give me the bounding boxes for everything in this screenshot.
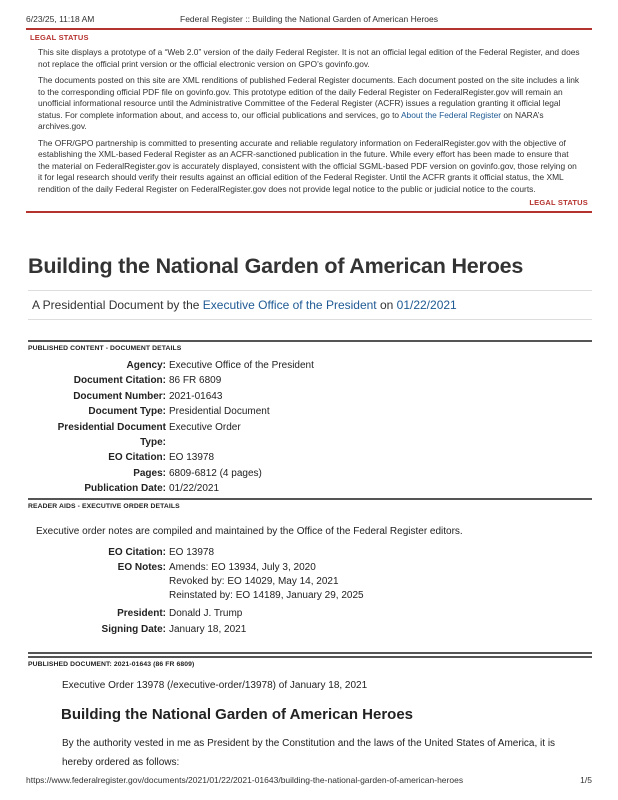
eo-notes-values — [169, 561, 364, 603]
legal-paragraph-2 — [38, 75, 580, 133]
president-row — [28, 606, 592, 621]
document-title: Building the National Garden of American Heroes — [28, 254, 524, 278]
detail-row-number — [28, 389, 592, 404]
detail-row-citation — [28, 373, 592, 388]
detail-value: EO 13978 — [169, 452, 215, 464]
detail-value: Executive Order — [169, 421, 241, 433]
published-document-header: PUBLISHED DOCUMENT: 2021-01643 (86 FR 6809) — [28, 656, 592, 668]
detail-value: Executive Office of the President — [169, 360, 314, 371]
print-header — [26, 14, 592, 26]
detail-key: Pages: — [133, 467, 166, 479]
reader-aids-list — [28, 545, 592, 637]
legal-status-label: LEGAL STATUS — [30, 33, 89, 42]
detail-row-type — [28, 404, 592, 419]
detail-key: Agency: — [126, 360, 166, 371]
reader-aids-note: Executive order notes are compiled and maintained by the Office of the Federal Register editors. — [36, 526, 463, 537]
detail-row-presidential-type — [28, 420, 592, 451]
eo-note-revoked: Revoked by: EO 14029, May 14, 2021 — [169, 576, 339, 588]
reader-aids-header: READER AIDS - EXECUTIVE ORDER DETAILS — [28, 498, 592, 510]
print-footer — [26, 775, 592, 787]
signing-date-row — [28, 622, 592, 637]
executive-order-title: Building the National Garden of American Heroes — [61, 706, 414, 723]
detail-row-eo-citation — [28, 450, 592, 465]
executive-order-preamble: By the authority vested in me as President by the Constitution and the laws of the United States of America, it is hereby ordered as follows: — [62, 738, 556, 768]
section-divider — [28, 652, 592, 654]
publication-date-link[interactable]: 01/22/2021 — [396, 298, 457, 312]
detail-value: 86 FR 6809 — [169, 375, 222, 387]
eo-citation-row — [28, 545, 592, 560]
detail-key-line-2: Type: — [140, 436, 166, 448]
detail-value: EO 13978 — [169, 547, 215, 558]
detail-key: EO Citation: — [108, 452, 166, 464]
detail-value: 01/22/2021 — [169, 483, 220, 495]
print-page-title: Federal Register :: Building the National Garden of American Heroes — [180, 14, 438, 24]
legal-status-box — [26, 28, 592, 213]
detail-key: Publication Date: — [84, 483, 166, 495]
detail-row-agency — [28, 358, 592, 373]
detail-key: EO Notes: — [117, 562, 166, 574]
legal-status-bottom-label: LEGAL STATUS — [529, 198, 588, 207]
detail-value: January 18, 2021 — [169, 623, 247, 635]
document-subtitle — [28, 290, 592, 320]
subtitle-on: on — [376, 298, 397, 312]
agency-link[interactable]: Executive Office of the President — [202, 298, 377, 312]
detail-row-pages — [28, 466, 592, 481]
document-details-list — [28, 358, 592, 497]
detail-key: Signing Date: — [101, 623, 166, 635]
detail-key — [28, 420, 166, 451]
legal-paragraph-2-text: The documents posted on this site are XML renditions of published Federal Register documents. Each document posted on the site includes a link to the corresponding official PDF file on govinfo.gov. This prototype edition of the daily Federal Register on FederalRegister.gov will remain an unofficial informational resource until the Administrative Committee of the Federal Register (ACFR) issues a regulation granting it official legal status. For complete information about, and access to, our official publications and services, go to — [38, 75, 580, 120]
about-federal-register-link[interactable]: About the Federal Register — [400, 109, 502, 120]
document-details-header: PUBLISHED CONTENT - DOCUMENT DETAILS — [28, 340, 592, 352]
print-datetime: 6/23/25, 11:18 AM — [26, 14, 95, 24]
print-url: https://www.federalregister.gov/documents/2021/01/22/2021-01643/building-the-national-garden-of-american-heroes — [26, 775, 464, 785]
subtitle-prefix: A Presidential Document by the — [32, 298, 203, 312]
detail-key: Document Type: — [88, 406, 166, 418]
executive-order-line: Executive Order 13978 (/executive-order/13978) of January 18, 2021 — [62, 680, 368, 691]
detail-value: 2021-01643 — [169, 390, 223, 402]
detail-key: President: — [117, 608, 166, 620]
detail-value: 6809-6812 (4 pages) — [169, 467, 262, 479]
print-page-number: 1/5 — [580, 775, 592, 785]
eo-note-amends: Amends: EO 13934, July 3, 2020 — [169, 562, 316, 574]
detail-key: EO Citation: — [108, 547, 166, 558]
detail-row-publication-date — [28, 481, 592, 496]
legal-paragraph-1: This site displays a prototype of a “Web 2.0” version of the daily Federal Register. It is not an official legal edition of the Federal Register, and does not replace the official print version or the official electronic version on GPO’s govinfo.gov. — [38, 47, 580, 69]
legal-paragraph-3: The OFR/GPO partnership is committed to presenting accurate and reliable regulatory information on FederalRegister.gov with the objective of establishing the XML-based Federal Register as an ACFR-sanctioned publication in the future. While every effort has been made to ensure that the material on FederalRegister.gov is accurately displayed, consistent with the official SGML-based PDF version on govinfo.gov, those relying on it for legal research should verify their results against an official edition of the Federal Register. Until the ACFR grants it official status, the XML rendition of the daily Federal Register on FederalRegister.gov does not provide legal notice to the public or judicial notice to the courts. — [38, 137, 577, 194]
detail-key: Document Citation: — [73, 375, 166, 387]
legal-paragraph-2-tail: on NARA’s archives.gov. — [38, 109, 544, 131]
detail-key-line-1: Presidential Document — [57, 421, 166, 433]
detail-value: Presidential Document — [169, 406, 270, 418]
detail-value: Donald J. Trump — [169, 608, 243, 620]
eo-notes-row — [28, 560, 592, 606]
detail-key: Document Number: — [73, 390, 166, 402]
eo-note-reinstated: Reinstated by: EO 14189, January 29, 2025 — [169, 590, 364, 602]
